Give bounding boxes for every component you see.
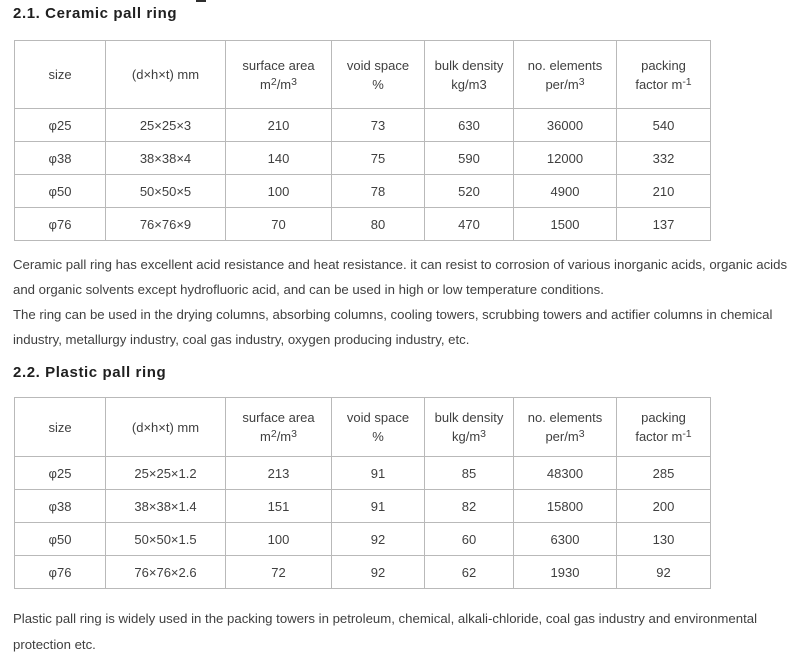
table-row	[15, 175, 711, 208]
table-cell: 92	[332, 556, 425, 589]
table-row	[15, 142, 711, 175]
table-cell: 25×25×3	[106, 109, 226, 142]
table-cell: 78	[332, 175, 425, 208]
table-cell: 130	[617, 523, 711, 556]
table-cell: 520	[425, 175, 514, 208]
table-cell: 38×38×1.4	[106, 490, 226, 523]
table-cell: 62	[425, 556, 514, 589]
table-cell: 590	[425, 142, 514, 175]
table-row	[15, 523, 711, 556]
table-cell: 210	[226, 109, 332, 142]
table-cell: φ76	[15, 208, 106, 241]
plastic-description-paragraph-1: Plastic pall ring is widely used in the packing towers in petroleum, chemical, alkali-chloride, coal gas industry and environmental protection etc.	[13, 611, 757, 652]
table-cell: 48300	[514, 457, 617, 490]
table-cell: φ25	[15, 457, 106, 490]
plastic-pall-ring-table	[14, 397, 711, 589]
col-header-dimensions: (d×h×t) mm	[106, 398, 226, 457]
table-cell: 4900	[514, 175, 617, 208]
table-cell: 285	[617, 457, 711, 490]
col-header-size: size	[15, 41, 106, 109]
table-cell: 50×50×1.5	[106, 523, 226, 556]
table-cell: 100	[226, 523, 332, 556]
plastic-description	[13, 606, 797, 658]
table-cell: 137	[617, 208, 711, 241]
table-cell: 200	[617, 490, 711, 523]
table-cell: 6300	[514, 523, 617, 556]
table-header-row	[15, 398, 711, 457]
col-header-bulk-density: bulk density kg/m3	[425, 41, 514, 109]
ceramic-pall-ring-table	[14, 40, 711, 241]
section-heading-plastic-pall-ring: 2.2. Plastic pall ring	[13, 364, 167, 381]
table-cell: φ50	[15, 523, 106, 556]
table-cell: 92	[617, 556, 711, 589]
clipped-text-fragment	[196, 0, 206, 2]
col-header-dimensions: (d×h×t) mm	[106, 41, 226, 109]
table-cell: 85	[425, 457, 514, 490]
table-cell: 25×25×1.2	[106, 457, 226, 490]
ceramic-description	[13, 252, 797, 352]
table-cell: φ38	[15, 142, 106, 175]
table-row	[15, 556, 711, 589]
col-header-packing-factor: packing factor $m^{-1}$	[617, 41, 711, 109]
table-cell: 91	[332, 457, 425, 490]
col-header-packing-factor: packing factor $m^{-1}$	[617, 398, 711, 457]
table-cell: 332	[617, 142, 711, 175]
table-cell: 36000	[514, 109, 617, 142]
table-cell: φ38	[15, 490, 106, 523]
table-cell: 82	[425, 490, 514, 523]
table-cell: 38×38×4	[106, 142, 226, 175]
table-cell: 540	[617, 109, 711, 142]
col-header-size: size	[15, 398, 106, 457]
table-cell: 60	[425, 523, 514, 556]
table-cell: 210	[617, 175, 711, 208]
col-header-no-elements: no. elements per/$m^3$	[514, 41, 617, 109]
table-cell: φ76	[15, 556, 106, 589]
col-header-surface-area: surface area $m^2/m^3$	[226, 398, 332, 457]
table-header-row	[15, 41, 711, 109]
table-cell: 140	[226, 142, 332, 175]
col-header-surface-area: surface area $m^2/m^3$	[226, 41, 332, 109]
table-cell: 70	[226, 208, 332, 241]
table-cell: 213	[226, 457, 332, 490]
table-cell: 630	[425, 109, 514, 142]
table-cell: 91	[332, 490, 425, 523]
table-cell: 15800	[514, 490, 617, 523]
section-heading-ceramic-pall-ring: 2.1. Ceramic pall ring	[13, 5, 178, 22]
ceramic-description-paragraph-1: Ceramic pall ring has excellent acid resistance and heat resistance. it can resist to corrosion of various inorganic acids, organic acids and organic solvents except hydrofluoric acid, and can be used in high or low temperature conditions.	[13, 257, 788, 297]
table-cell: 50×50×5	[106, 175, 226, 208]
table-row	[15, 208, 711, 241]
table-cell: 73	[332, 109, 425, 142]
table-cell: 76×76×2.6	[106, 556, 226, 589]
col-header-bulk-density: bulk density $kg/m^3$	[425, 398, 514, 457]
table-cell: 1930	[514, 556, 617, 589]
table-cell: 100	[226, 175, 332, 208]
col-header-void-space: void space %	[332, 398, 425, 457]
table-cell: 12000	[514, 142, 617, 175]
table-cell: φ50	[15, 175, 106, 208]
table-cell: 470	[425, 208, 514, 241]
table-cell: 76×76×9	[106, 208, 226, 241]
table-row	[15, 109, 711, 142]
table-cell: 80	[332, 208, 425, 241]
table-cell: φ25	[15, 109, 106, 142]
ceramic-description-paragraph-2: The ring can be used in the drying columns, absorbing columns, cooling towers, scrubbing towers and actifier columns in chemical industry, metallurgy industry, coal gas industry, oxygen producing industry, etc.	[13, 307, 773, 347]
table-cell: 72	[226, 556, 332, 589]
table-cell: 92	[332, 523, 425, 556]
table-cell: 151	[226, 490, 332, 523]
table-row	[15, 490, 711, 523]
table-row	[15, 457, 711, 490]
table-cell: 75	[332, 142, 425, 175]
col-header-void-space: void space %	[332, 41, 425, 109]
table-cell: 1500	[514, 208, 617, 241]
col-header-no-elements: no. elements per/$m^3$	[514, 398, 617, 457]
